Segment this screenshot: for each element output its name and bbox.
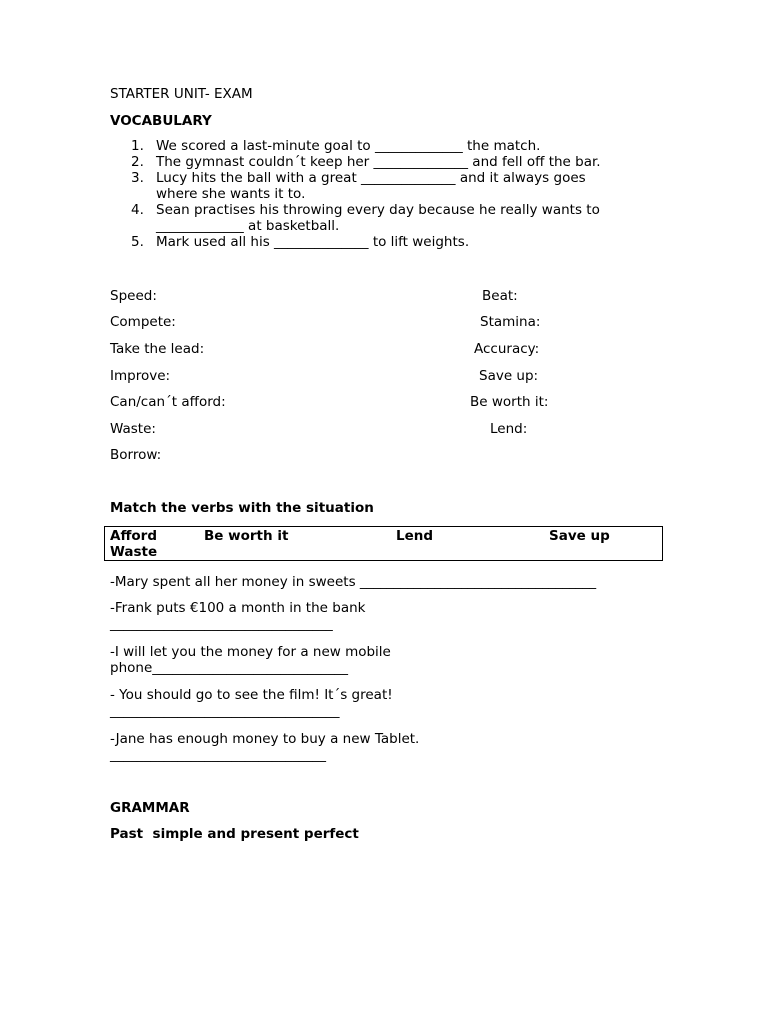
match-heading: Match the verbs with the situation <box>110 500 374 516</box>
word-label: Lend: <box>490 421 528 437</box>
vocabulary-heading: VOCABULARY <box>110 113 212 129</box>
word-label: Improve: <box>110 368 171 384</box>
verb-box <box>104 526 663 561</box>
vocab-item-number: 2. <box>131 154 144 170</box>
vocab-item <box>110 234 670 250</box>
situation-sentence: -Jane has enough money to buy a new Tablet. ________________________________ <box>110 731 420 763</box>
verb-waste: Waste <box>110 544 158 560</box>
vocabulary-list <box>110 138 670 250</box>
vocab-item <box>110 138 670 154</box>
word-label: Accuracy: <box>474 341 540 357</box>
word-label: Waste: <box>110 421 156 437</box>
situation-sentence: -Mary spent all her money in sweets ___________________________________ <box>110 574 597 590</box>
word-label: Beat: <box>482 288 518 304</box>
vocab-item <box>110 202 670 234</box>
vocab-item-text: We scored a last-minute goal to _____________ the match. <box>156 138 541 154</box>
vocab-item-number: 5. <box>131 234 144 250</box>
vocab-item-text: The gymnast couldn´t keep her ______________ and fell off the bar. <box>156 154 601 170</box>
verb-afford: Afford <box>110 528 157 544</box>
word-label: Can/can´t afford: <box>110 394 226 410</box>
verb-save-up: Save up <box>549 528 610 544</box>
vocab-item-text: Lucy hits the ball with a great ______________ and it always goes where she wants it to. <box>156 170 586 202</box>
vocab-item-number: 1. <box>131 138 144 154</box>
word-label: Compete: <box>110 314 176 330</box>
situation-sentence: - You should go to see the film! It´s great! __________________________________ <box>110 687 393 719</box>
verb-be-worth-it: Be worth it <box>204 528 289 544</box>
vocab-item <box>110 170 670 202</box>
word-label: Be worth it: <box>470 394 549 410</box>
vocab-item <box>110 154 670 170</box>
verb-lend: Lend <box>396 528 434 544</box>
grammar-heading: GRAMMAR <box>110 800 190 816</box>
word-label: Stamina: <box>480 314 541 330</box>
grammar-subheading: Past simple and present perfect <box>110 826 359 842</box>
vocab-item-text: Sean practises his throwing every day because he really wants to _____________ at basketball. <box>156 202 600 234</box>
vocab-item-number: 3. <box>131 170 144 186</box>
word-label: Borrow: <box>110 447 162 463</box>
situation-sentence: -I will let you the money for a new mobile phone_____________________________ <box>110 644 391 676</box>
vocab-item-text: Mark used all his ______________ to lift weights. <box>156 234 470 250</box>
vocab-item-number: 4. <box>131 202 144 218</box>
word-label: Speed: <box>110 288 157 304</box>
exam-title: STARTER UNIT- EXAM <box>110 86 253 102</box>
word-label: Save up: <box>479 368 539 384</box>
situation-sentence: -Frank puts €100 a month in the bank _________________________________ <box>110 600 366 632</box>
word-label: Take the lead: <box>110 341 205 357</box>
